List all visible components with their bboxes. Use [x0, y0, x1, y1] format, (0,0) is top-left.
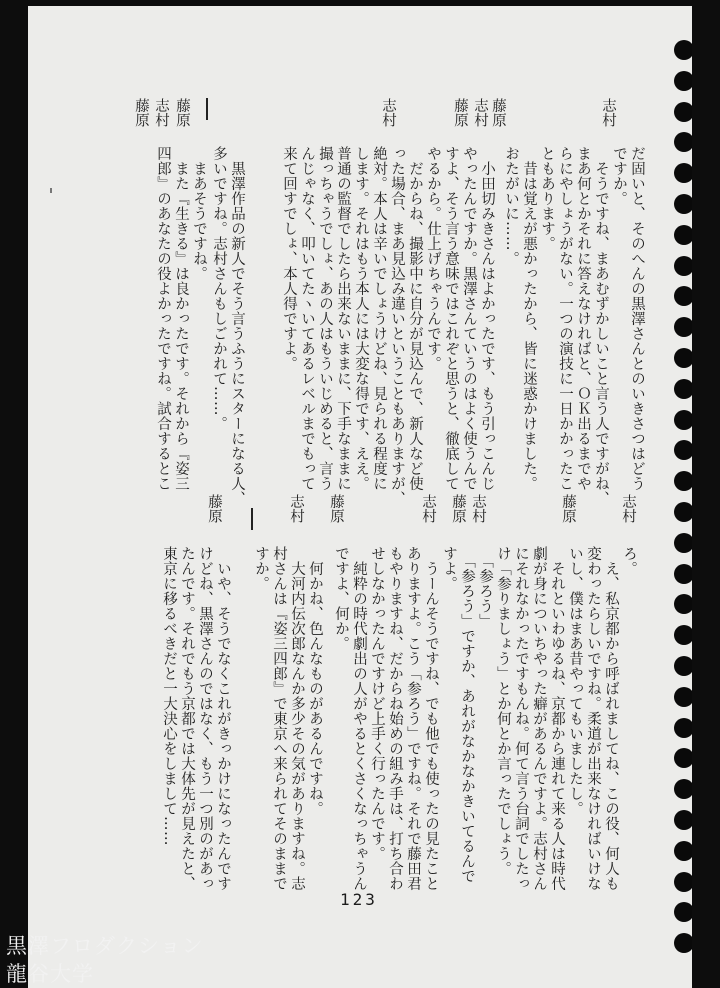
top-text-column: 撮っちゃうでしょ、あの人はもういじめると、言う	[317, 146, 333, 491]
top-speaker-label: 藤原	[174, 98, 190, 127]
binder-hole	[674, 317, 692, 337]
top-speaker-label: 志村	[380, 98, 396, 127]
binder-hole	[674, 440, 692, 460]
binder-hole	[674, 256, 692, 276]
bottom-text-column: せしなかったんですけど上手く行ったんです。	[369, 546, 385, 861]
binder-hole	[674, 102, 692, 122]
top-text-column: ですか。	[611, 146, 627, 206]
bottom-text-column: 「参ろう」ですか、あれがなかなかきいてるんで	[459, 546, 475, 884]
binder-hole	[674, 656, 692, 676]
binder-hole	[674, 810, 692, 830]
bottom-speaker-label: 藤原	[450, 494, 466, 523]
binder-hole	[674, 163, 692, 183]
binder-hole	[674, 564, 692, 584]
binder-hole	[674, 132, 692, 152]
bottom-text-column: それといわゆるね、京都から連れて来る人は時代	[549, 546, 565, 891]
top-text-column: った場合、まあ見込み違いということもありますが、	[389, 146, 405, 506]
top-text-column: 小田切みきさんはよかったです、もう引っこんじ	[479, 146, 495, 491]
top-text-column: 来て回すでしょ、本人得ですよ。	[281, 146, 297, 371]
binder-hole	[674, 872, 692, 892]
top-text-column: そうですね、まあむずかしいこと言う人ですがね、	[593, 146, 609, 506]
top-speaker-label: 藤原	[490, 98, 506, 127]
binder-hole	[674, 286, 692, 306]
bottom-text-column: 変わったらしいですね。柔道が出来なければいけな	[585, 546, 601, 891]
binder-hole	[674, 748, 692, 768]
binder-hole	[674, 225, 692, 245]
scan-speck	[50, 188, 52, 193]
bottom-speaker-label: 藤原	[560, 494, 576, 523]
top-speaker-label: 志村	[600, 98, 616, 127]
binder-hole	[674, 687, 692, 707]
speaker-divider-bottom	[251, 508, 253, 530]
bottom-text-column: すか。	[253, 546, 269, 591]
bottom-speaker-label: 志村	[620, 494, 636, 523]
binder-hole	[674, 471, 692, 491]
scanned-document-page	[28, 6, 692, 988]
top-text-column: ともあります。	[539, 146, 555, 251]
binder-hole	[674, 348, 692, 368]
bottom-text-column: ありますよ。こう「参ろう」ですね。それで藤田君	[405, 546, 421, 891]
top-text-column: 黒澤作品の新人でそう言うふうにスターになる人、	[229, 146, 245, 506]
bottom-text-column: にそれなかったですもんね。何て言う台詞でしたっ	[513, 546, 529, 891]
top-speaker-label: 志村	[472, 98, 488, 127]
top-text-column: やるから。仕上げちゃうんです。	[425, 146, 441, 371]
top-text-column: だからね、撮影中に自分が見込んで、新人など使	[407, 146, 423, 491]
bottom-text-column: け「参りましょう」とか何とか言ったでしょう。	[495, 546, 511, 876]
watermark-line-1: 黒澤フロダクション	[6, 934, 204, 958]
top-text-column: まあそうですね。	[191, 146, 207, 281]
binder-hole	[674, 71, 692, 91]
bottom-text-column: 村さんは『姿三四郎』で東京へ来られてそのままで	[271, 546, 287, 891]
binder-hole	[674, 594, 692, 614]
binder-hole	[674, 841, 692, 861]
top-text-column: らにやしょうがない。一つの演技に一日かかったこ	[557, 146, 573, 491]
bottom-text-column: すよ。	[441, 546, 457, 591]
page-number: 123	[340, 890, 378, 909]
bottom-text-column: いや、そうでなくこれがきっかけになったんです	[215, 546, 231, 891]
speaker-divider-top	[206, 98, 208, 120]
bottom-speaker-label: 藤原	[328, 494, 344, 523]
bottom-speaker-label: 藤原	[206, 494, 222, 523]
bottom-text-column: え、私京都から呼ばれましてね、この役、何人も	[603, 546, 619, 891]
bottom-speaker-label: 志村	[470, 494, 486, 523]
bottom-speaker-label: 志村	[420, 494, 436, 523]
top-text-column: 四郎』のあなたの役よかったですね。試合するとこ	[155, 146, 171, 491]
bottom-text-column: たんです。それでもう京都では大体先が見えたと、	[179, 546, 195, 891]
bottom-text-column: いし、僕はまあ昔やってもいましたし。	[567, 546, 583, 816]
bottom-text-column: 「参ろう」	[477, 546, 493, 629]
binder-hole	[674, 379, 692, 399]
binder-hole	[674, 194, 692, 214]
binder-hole	[674, 625, 692, 645]
top-text-column: また『生きる』は良かったです。それから『姿三	[173, 146, 189, 491]
top-text-column: まあ何とかそれに答えなければと、ＯＫ出るまでや	[575, 146, 591, 491]
bottom-text-column: 大河内伝次郎なんか多少その気がありますね。志	[289, 546, 305, 891]
top-text-column: んじゃなく、叩いてたヽいてあるレベルまでもって	[299, 146, 315, 491]
bottom-text-column: 劇が身についちやった癖があるんですよ。志村さん	[531, 546, 547, 891]
top-text-column: 多いですね。志村さんもしごかれて……。	[211, 146, 227, 431]
bottom-text-column: ろ。	[621, 546, 637, 576]
top-text-column: します。それはもう本人には大変な得です、ええ。	[353, 146, 369, 491]
top-text-column: だ固いと、そのへんの黒澤さんとのいきさつはどう	[629, 146, 645, 491]
bottom-text-column: けどね、黒澤さんのではなく、もう一つ別のがあっ	[197, 546, 213, 891]
top-text-column: おたがいに……。	[503, 146, 519, 266]
binder-hole	[674, 410, 692, 430]
top-text-column: 昔は覚えが悪かったから、皆に迷惑かけました。	[521, 146, 537, 491]
bottom-text-column: 東京に移るべきだと一大決心をしまして……	[161, 546, 177, 846]
top-speaker-label: 藤原	[133, 98, 149, 127]
bottom-text-column: うーんそうですね、でも他でも使ったの見たこと	[423, 546, 439, 891]
bottom-text-column: 純粋の時代劇出の人がやるとくさくなっちゃうん	[351, 546, 367, 891]
binder-hole	[674, 933, 692, 953]
top-text-column: 絶対。本人は辛いでしょうけどね、見られる程度に	[371, 146, 387, 491]
bottom-text-column: 何かね、色んなものがあるんですね。	[307, 546, 323, 816]
bottom-text-column: もやりますね、だからね始めの組み手は、打ち合わ	[387, 546, 403, 891]
top-speaker-label: 藤原	[452, 98, 468, 127]
top-text-column: すよ、そう言う意味ではこれぞと思うと、徹底して	[443, 146, 459, 491]
watermark-line-2: 龍谷大学	[6, 962, 94, 986]
bottom-speaker-label: 志村	[288, 494, 304, 523]
top-text-column: やったんですか。黒澤さんていうのはよく使うんで	[461, 146, 477, 491]
binder-hole	[674, 533, 692, 553]
top-text-column: 普通の監督でしたら出来ないままに、下手なままに	[335, 146, 351, 491]
binder-hole	[674, 779, 692, 799]
binder-hole	[674, 40, 692, 60]
binder-hole	[674, 718, 692, 738]
top-speaker-label: 志村	[153, 98, 169, 127]
binder-hole	[674, 902, 692, 922]
binder-hole	[674, 502, 692, 522]
bottom-text-column: ですよ、何か。	[333, 546, 349, 651]
